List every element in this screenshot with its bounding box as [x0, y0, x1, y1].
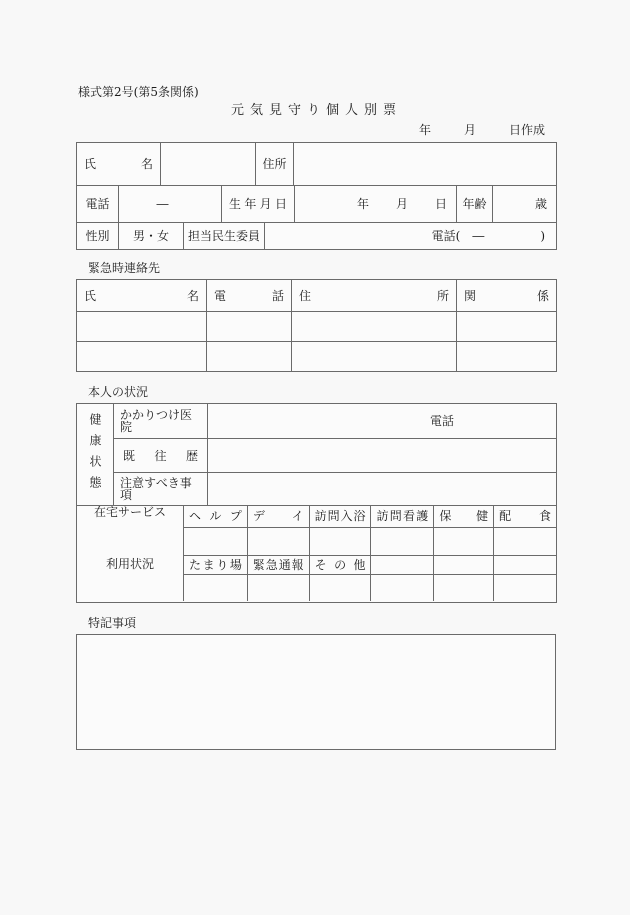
status-table: [76, 403, 557, 603]
created-date-line: [419, 124, 545, 136]
emergency-header-phone: 電話: [214, 288, 284, 303]
doctor-value-cell: [207, 404, 556, 438]
service-help-label: ヘルプ: [189, 509, 242, 524]
status-section-title: 本人の状況: [88, 385, 149, 399]
service-other-label: その他: [314, 558, 366, 573]
empty-cell: [456, 312, 556, 341]
caution-value-cell: [207, 473, 556, 505]
empty-cell: [184, 575, 247, 601]
emergency-header-relation: 関係: [464, 288, 549, 303]
doctor-row: [114, 404, 556, 438]
gender-value: 男・女: [132, 229, 169, 243]
services-block: [77, 505, 556, 601]
empty-cell: [291, 342, 456, 371]
caution-row: [114, 472, 556, 505]
address-label: 住所: [262, 157, 287, 171]
emergency-header-name: 氏名: [84, 288, 199, 303]
service-emergency-call-cell: [247, 556, 309, 574]
address-label-cell: [255, 143, 293, 185]
empty-cell: [456, 342, 556, 371]
basic-info-table: [76, 142, 557, 250]
commissioner-label: 担当民生委員: [188, 229, 261, 243]
emergency-blank-row: [77, 341, 556, 371]
empty-cell: [309, 575, 371, 601]
name-label: 氏名: [84, 157, 153, 171]
history-label-cell: [114, 439, 207, 472]
basic-row-phone-birth: [77, 185, 556, 222]
basic-row-gender: [77, 222, 556, 249]
name-value-cell: [160, 143, 255, 185]
commissioner-phone-open: 電話(: [431, 229, 461, 243]
phone-label-cell: [77, 186, 118, 222]
doctor-label-cell: [114, 404, 207, 438]
gender-value-cell: [118, 223, 183, 249]
history-label: 既往歴: [123, 448, 198, 463]
empty-cell: [206, 342, 291, 371]
created-day-label: 日作成: [508, 123, 545, 137]
empty-cell: [370, 556, 433, 574]
doctor-phone-label: 電話: [429, 414, 454, 428]
service-gathering-cell: [184, 556, 247, 574]
services-label-line1: 在宅サービス: [93, 506, 166, 519]
commissioner-phone-close: ): [540, 229, 545, 243]
empty-cell: [433, 528, 493, 556]
emergency-section-title: 緊急時連絡先: [88, 261, 161, 275]
age-value-cell: [492, 186, 556, 222]
service-emergency-call-label: 緊急通報: [252, 558, 304, 573]
gender-label: 性別: [85, 229, 110, 243]
service-day-label: デイ: [252, 509, 304, 524]
empty-cell: [370, 528, 433, 556]
service-day-cell: [247, 506, 309, 527]
health-block: [77, 404, 556, 505]
phone-value-cell: [118, 186, 221, 222]
doctor-label: かかりつけ医院: [120, 408, 193, 434]
services-blank-row: [184, 527, 556, 556]
empty-cell: [433, 556, 493, 574]
health-rows: [113, 404, 556, 505]
empty-cell: [77, 312, 206, 341]
empty-cell: [493, 556, 556, 574]
service-health-cell: [433, 506, 493, 527]
emergency-header-phone-cell: [206, 280, 291, 311]
gender-label-cell: [77, 223, 118, 249]
notes-box: [76, 634, 556, 750]
birth-value-cell: [294, 186, 456, 222]
service-visiting-bath-cell: [309, 506, 371, 527]
phone-value: ―: [156, 197, 169, 211]
caution-label: 注意すべき事項: [120, 476, 192, 502]
services-grid: [183, 506, 556, 601]
empty-cell: [206, 312, 291, 341]
created-month-label: 月: [463, 123, 476, 137]
history-row: [114, 438, 556, 472]
service-health-label: 保健: [439, 509, 489, 524]
services-header-row-2: [184, 555, 556, 574]
service-other-cell: [309, 556, 371, 574]
services-header-row-1: [184, 506, 556, 527]
service-help-cell: [184, 506, 247, 527]
services-label-line2: 利用状況: [105, 557, 154, 571]
health-vertical-label: 健康状態: [88, 412, 102, 497]
commissioner-phone-cell: [264, 223, 556, 249]
basic-row-name: [77, 143, 556, 185]
empty-cell: [291, 312, 456, 341]
address-value-cell: [293, 143, 556, 185]
age-unit-label: 歳: [534, 197, 547, 211]
services-blank-row: [184, 574, 556, 601]
commissioner-phone-dash: ―: [472, 229, 485, 243]
emergency-table: [76, 279, 557, 372]
emergency-header-relation-cell: [456, 280, 556, 311]
empty-cell: [433, 575, 493, 601]
name-label-cell: [77, 143, 160, 185]
birth-label-cell: [221, 186, 294, 222]
birth-month-label: 月: [395, 197, 408, 211]
service-meal-cell: [493, 506, 556, 527]
birth-label: 生年月日: [229, 197, 287, 211]
age-label: 年齢: [462, 197, 487, 211]
service-visiting-bath-label: 訪問入浴: [314, 509, 366, 524]
age-label-cell: [456, 186, 492, 222]
empty-cell: [247, 575, 309, 601]
health-vertical-label-cell: [77, 404, 113, 505]
service-visiting-nurse-label: 訪問看護: [376, 509, 429, 524]
created-year-label: 年: [419, 123, 432, 137]
notes-section-title: 特記事項: [88, 616, 137, 630]
empty-cell: [309, 528, 371, 556]
empty-cell: [370, 575, 433, 601]
emergency-header-name-cell: [77, 280, 206, 311]
emergency-header-address-cell: [291, 280, 456, 311]
emergency-header-row: [77, 280, 556, 311]
service-gathering-label: たまり場: [189, 558, 242, 573]
birth-year-label: 年: [356, 197, 369, 211]
service-meal-label: 配食: [499, 509, 551, 524]
emergency-header-address: 住所: [299, 288, 449, 303]
empty-cell: [493, 575, 556, 601]
empty-cell: [247, 528, 309, 556]
emergency-blank-row: [77, 311, 556, 341]
empty-cell: [184, 528, 247, 556]
caution-label-cell: [114, 473, 207, 505]
services-label-cell: [77, 506, 183, 601]
empty-cell: [77, 342, 206, 371]
birth-day-label: 日: [434, 197, 447, 211]
form-number: 様式第2号(第5条関係): [78, 85, 199, 99]
empty-cell: [493, 528, 556, 556]
phone-label: 電話: [85, 197, 110, 211]
commissioner-label-cell: [183, 223, 264, 249]
history-value-cell: [207, 439, 556, 472]
form-title: 元気見守り個人別票: [230, 103, 402, 118]
service-visiting-nurse-cell: [370, 506, 433, 527]
